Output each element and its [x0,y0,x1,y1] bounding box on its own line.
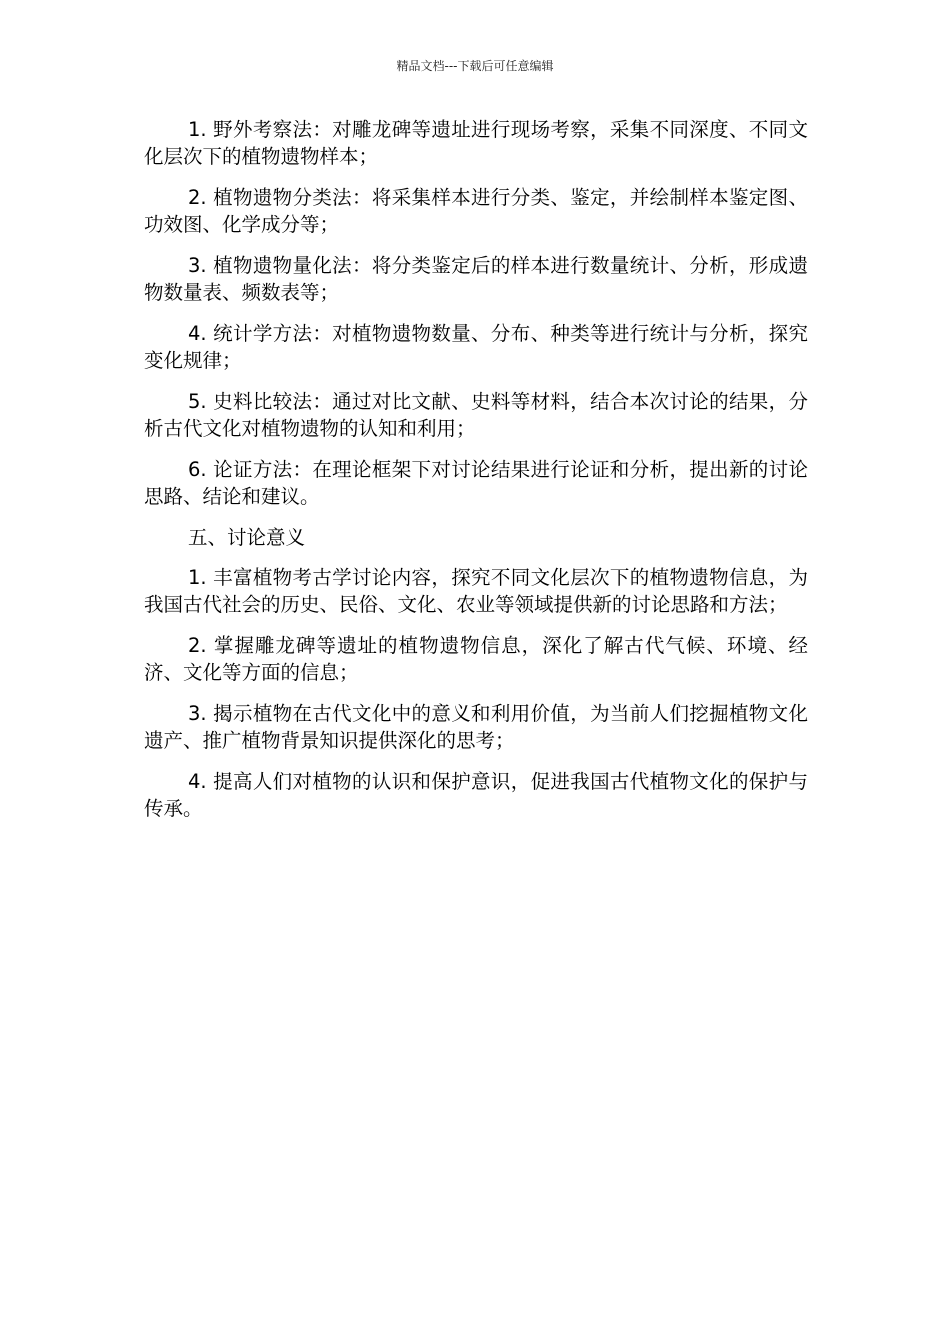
method-item-5: 5. 史料比较法：通过对比文献、史料等材料，结合本次讨论的结果，分析古代文化对植物遗物的认知和利用； [144,390,808,440]
method-item-1: 1. 野外考察法：对雕龙碑等遗址进行现场考察，采集不同深度、不同文化层次下的植物遗物样本； [144,118,808,168]
page-header: 精品文档---下载后可任意编辑 [396,59,554,73]
significance-item-4: 4. 提高人们对植物的认识和保护意识，促进我国古代植物文化的保护与传承。 [144,770,808,820]
method-item-4: 4. 统计学方法：对植物遗物数量、分布、种类等进行统计与分析，探究变化规律； [144,322,808,372]
significance-item-2: 2. 掌握雕龙碑等遗址的植物遗物信息，深化了解古代气候、环境、经济、文化等方面的信息； [144,634,808,684]
section-heading-significance: 五、讨论意义 [188,526,306,549]
method-item-3: 3. 植物遗物量化法：将分类鉴定后的样本进行数量统计、分析，形成遗物数量表、频数表等； [144,254,808,304]
method-item-2: 2. 植物遗物分类法：将采集样本进行分类、鉴定，并绘制样本鉴定图、功效图、化学成分等； [144,186,808,236]
method-item-6: 6. 论证方法：在理论框架下对讨论结果进行论证和分析，提出新的讨论思路、结论和建议。 [144,458,808,508]
significance-item-3: 3. 揭示植物在古代文化中的意义和利用价值，为当前人们挖掘植物文化遗产、推广植物背景知识提供深化的思考； [144,702,808,752]
document-body [144,116,808,836]
significance-item-1: 1. 丰富植物考古学讨论内容，探究不同文化层次下的植物遗物信息，为我国古代社会的历史、民俗、文化、农业等领域提供新的讨论思路和方法； [144,566,808,616]
